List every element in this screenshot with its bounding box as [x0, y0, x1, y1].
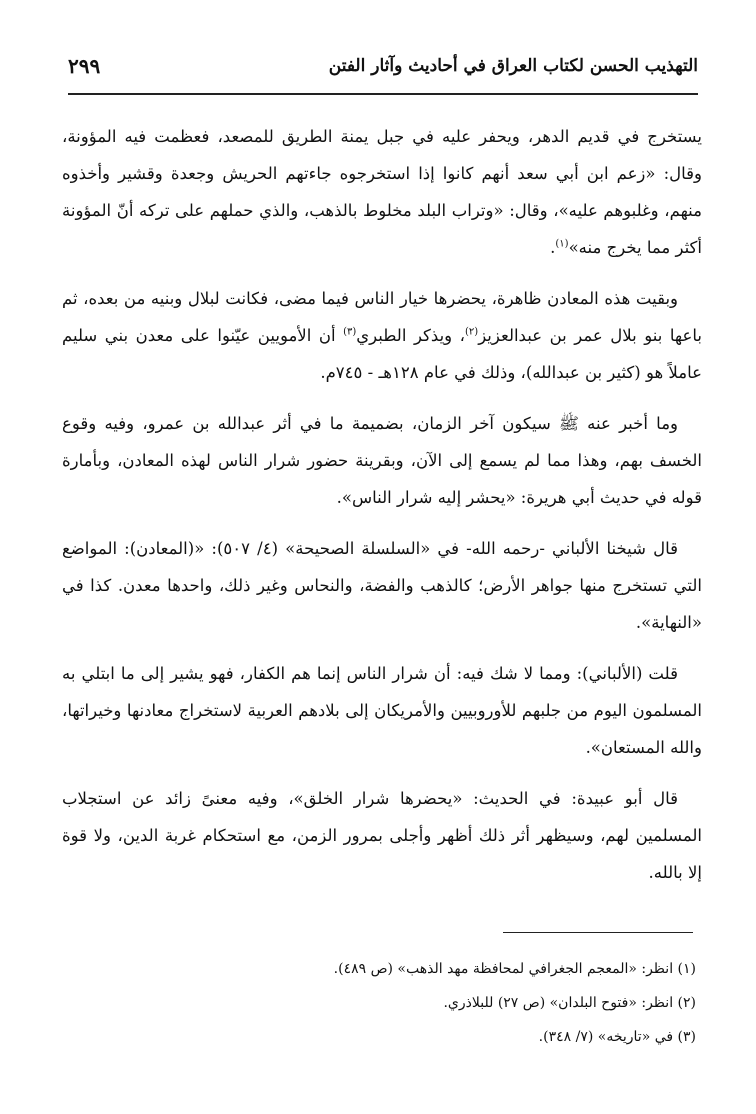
footnote-marker-1: (١)	[555, 238, 569, 250]
running-header	[68, 52, 698, 92]
footnote-2: (٢) انظر: «فتوح البلدان» (ص ٢٧) للبلاذري.	[443, 995, 696, 1011]
paragraph-2-text-b: ، ويذكر الطبري	[356, 326, 465, 345]
page-number: ٢٩٩	[68, 54, 101, 78]
footnote-1: (١) انظر: «المعجم الجغرافي لمحافظة مهد الذهب» (ص ٤٨٩).	[333, 961, 696, 977]
main-text	[62, 118, 702, 905]
footnote-divider	[503, 932, 693, 933]
paragraph-1-end: .	[550, 238, 556, 257]
book-title: التهذيب الحسن لكتاب العراق في أحاديث وآثار الفتن	[328, 56, 698, 76]
paragraph-6: قال أبو عبيدة: في الحديث: «يحضرها شرار الخلق»، وفيه معنىً زائد عن استجلاب المسلمين لهم، وسيظهر أثر ذلك أظهر وأجلى بمرور الزمن، مع استحكام غربة الدين، ولا قوة إلا بالله.	[62, 789, 702, 882]
footnote-3: (٣) في «تاريخه» (٧/ ٣٤٨).	[538, 1029, 696, 1045]
footnotes	[62, 952, 696, 1054]
paragraph-2	[62, 280, 702, 391]
paragraph-1	[62, 118, 702, 266]
paragraph-5: قلت (الألباني): ومما لا شك فيه: أن شرار الناس إنما هم الكفار، فهو يشير إلى ما ابتلي به المسلمون اليوم من جلبهم للأوروبيين والأمريكان إلى بلادهم العربية لاستخراج معادنها وخيراتها، والله المستعان».	[62, 664, 702, 757]
paragraph-4: قال شيخنا الألباني -رحمه الله- في «السلسلة الصحيحة» (٤/ ٥٠٧): «(المعادن): المواضع التي تستخرج منها جواهر الأرض؛ كالذهب والفضة، والنحاس وغير ذلك، واحدها معدن. كذا في «النهاية».	[62, 539, 702, 632]
paragraph-1-text: يستخرج في قديم الدهر، ويحفر عليه في جبل يمنة الطريق للمصعد، فعظمت فيه المؤونة، وقال: «زعم ابن أبي سعد أنهم كانوا إذا استخرجوه جاءتهم الحريش وجعدة وقشير وأخذوه منهم، وغلبوهم عليه»، وقال: «وتراب البلد مخلوط بالذهب، والذي حملهم على تركه أنّ المؤونة أكثر مما يخرج منه»	[62, 127, 702, 257]
header-divider	[68, 93, 698, 95]
paragraph-2-text-a: وبقيت هذه المعادن ظاهرة، يحضرها خيار الناس فيما مضى، فكانت لبلال وبنيه من بعده، ثم باعها بنو بلال عمر بن عبدالعزيز	[62, 289, 702, 345]
paragraph-3: وما أخبر عنه ﷺ سيكون آخر الزمان، بضميمة ما في أثر عبدالله بن عمرو، وفيه وقوع الخسف بهم، وهذا مما لم يسمع إلى الآن، وبقرينة حضور شرار الناس لهذه المعادن، وبأمارة قوله في حديث أبي هريرة: «يحشر إليه شرار الناس».	[62, 414, 702, 507]
footnote-marker-2: (٢)	[465, 326, 479, 338]
footnote-marker-3: (٣)	[343, 326, 357, 338]
paragraph-2-text-c: أن الأمويين عيّنوا على معدن بني سليم عاملاً هو (كثير بن عبدالله)، وذلك في عام ١٢٨هـ - ٧٤٥م.	[62, 326, 702, 382]
